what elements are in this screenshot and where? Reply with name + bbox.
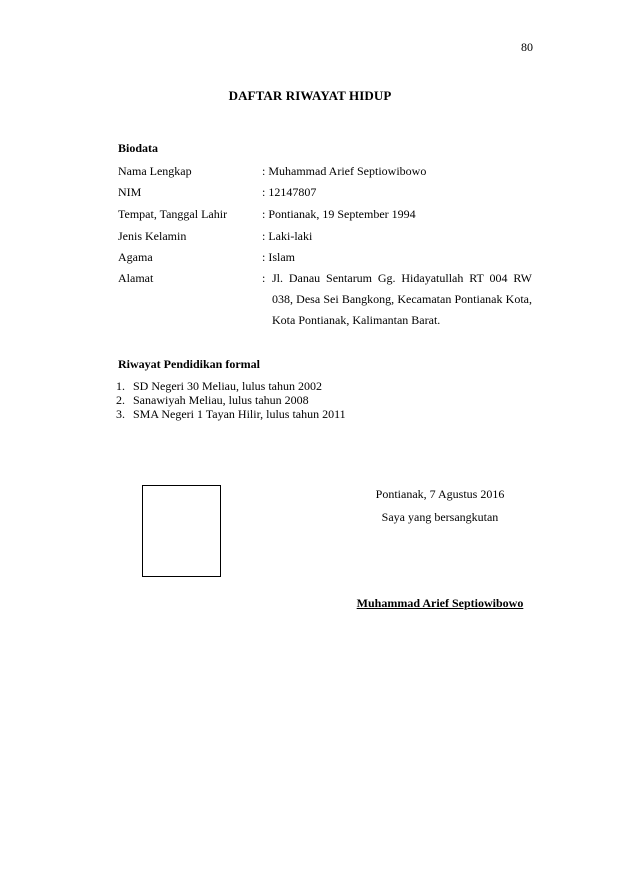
education-item [116, 380, 322, 392]
education-item [116, 394, 309, 406]
education-item-text: SD Negeri 30 Meliau, lulus tahun 2002 [133, 379, 322, 393]
education-item-text: Sanawiyah Meliau, lulus tahun 2008 [133, 393, 309, 407]
signature-place-date: Pontianak, 7 Agustus 2016 [375, 487, 505, 501]
signature-name: Muhammad Arief Septiowibowo [356, 596, 524, 610]
education-item-number: 3. [116, 407, 125, 421]
biodata-value-student-id: : 12147807 [262, 185, 317, 199]
biodata-label-religion: Agama [118, 250, 153, 264]
biodata-label-address: Alamat [118, 271, 154, 285]
biodata-value-birth: : Pontianak, 19 September 1994 [262, 207, 416, 221]
education-item-text: SMA Negeri 1 Tayan Hilir, lulus tahun 2011 [133, 407, 346, 421]
biodata-value-full-name: : Muhammad Arief Septiowibowo [262, 164, 427, 178]
biodata-heading: Biodata [118, 141, 159, 155]
biodata-label-full-name: Nama Lengkap [118, 164, 192, 178]
biodata-value-address [262, 268, 532, 331]
biodata-value-gender: : Laki-laki [262, 229, 313, 243]
page-number: 80 [521, 40, 533, 54]
education-item-number: 2. [116, 393, 125, 407]
education-item [116, 408, 346, 420]
biodata-label-student-id: NIM [118, 185, 142, 199]
address-colon: : [262, 271, 266, 285]
biodata-value-religion: : Islam [262, 250, 295, 264]
document-title: DAFTAR RIWAYAT HIDUP [228, 88, 392, 103]
address-text: Jl. Danau Sentarum Gg. Hidayatullah RT 004 RW 038, Desa Sei Bangkong, Kecamatan Pontianak Kota, Kota Pontianak, Kalimantan Barat. [272, 271, 532, 327]
education-heading: Riwayat Pendidikan formal [118, 357, 261, 371]
signature-statement: Saya yang bersangkutan [381, 510, 499, 524]
photo-frame [142, 485, 221, 577]
biodata-label-birth: Tempat, Tanggal Lahir [118, 207, 228, 221]
biodata-label-gender: Jenis Kelamin [118, 229, 187, 243]
education-item-number: 1. [116, 379, 125, 393]
